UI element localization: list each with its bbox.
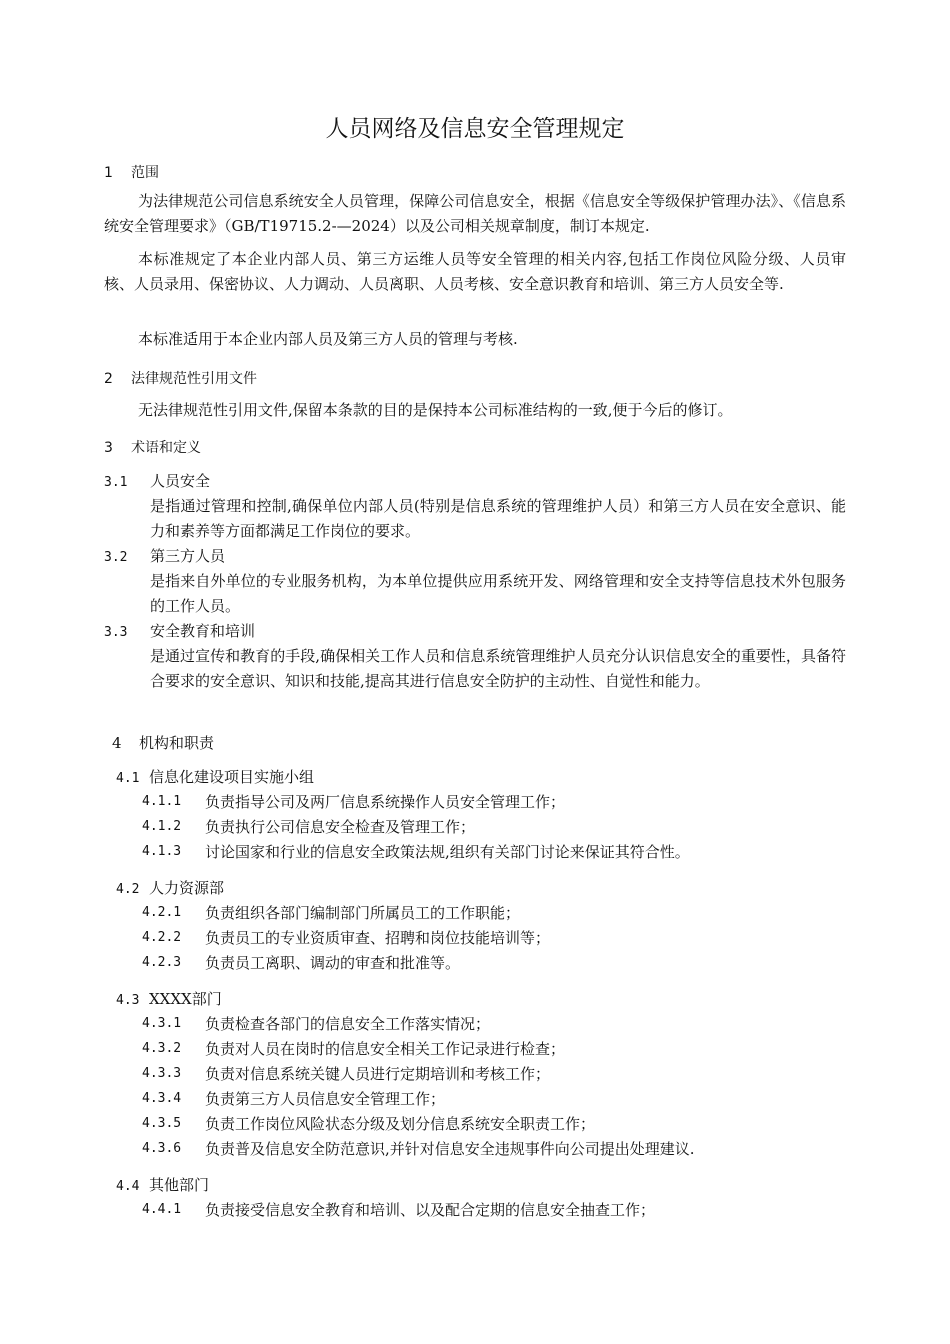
item-number: 4.3.3 <box>142 1066 182 1081</box>
item-number: 4.1.3 <box>142 844 182 859</box>
item-number: 4.1.1 <box>142 794 182 809</box>
item-text: 负责员工的专业资质审查、招聘和岗位技能培训等； <box>205 929 551 947</box>
subsection-4-3-heading <box>116 988 222 1009</box>
section-number: 2 <box>104 371 113 387</box>
section-4-heading <box>112 732 214 753</box>
subsection-number: 4.3 <box>116 993 140 1008</box>
item-text: 负责检查各部门的信息安全工作落实情况； <box>205 1015 491 1033</box>
item-text: 负责指导公司及两厂信息系统操作人员安全管理工作； <box>205 793 566 811</box>
subsection-4-1-heading <box>116 766 314 787</box>
item-text: 负责第三方人员信息安全管理工作； <box>205 1090 446 1108</box>
item-number: 4.3.5 <box>142 1116 182 1131</box>
item-text: 负责执行公司信息安全检查及管理工作； <box>205 818 476 836</box>
subsection-title: XXXX部门 <box>149 990 222 1008</box>
subsection-number: 4.4 <box>116 1179 140 1194</box>
section-title: 范围 <box>131 165 159 181</box>
item-text: 负责对信息系统关键人员进行定期培训和考核工作； <box>205 1065 551 1083</box>
section-number: 4 <box>112 734 122 752</box>
section-1-paragraph-2: 本标准规定了本企业内部人员、第三方运维人员等安全管理的相关内容,包括工作岗位风险分级、人员审核、人员录用、保密协议、人力调动、人员离职、人员考核、安全意识教育和培训、第三方人员安全等. <box>104 250 846 293</box>
section-title: 术语和定义 <box>131 440 201 456</box>
subsection-title: 人力资源部 <box>149 879 225 897</box>
section-3-heading <box>104 437 201 457</box>
item-text: 负责对人员在岗时的信息安全相关工作记录进行检查； <box>205 1040 566 1058</box>
subsection-number: 4.1 <box>116 771 140 786</box>
item-number: 4.3.2 <box>142 1041 182 1056</box>
subsection-title: 信息化建设项目实施小组 <box>149 768 315 786</box>
item-text: 负责接受信息安全教育和培训、以及配合定期的信息安全抽查工作； <box>205 1201 656 1219</box>
item-text: 负责普及信息安全防范意识,并针对信息安全违规事件向公司提出处理建议. <box>205 1140 695 1158</box>
item-text: 负责组织各部门编制部门所属员工的工作职能； <box>205 904 521 922</box>
item-number: 4.3.6 <box>142 1141 182 1156</box>
definition-3-3-heading <box>104 620 255 641</box>
definition-term: 安全教育和培训 <box>150 622 256 640</box>
section-2-paragraph-1: 无法律规范性引用文件,保留本条款的目的是保持本公司标准结构的一致,便于今后的修订。 <box>138 401 733 419</box>
document-title: 人员网络及信息安全管理规定 <box>325 116 625 142</box>
definition-3-2-heading <box>104 545 225 566</box>
subsection-number: 4.2 <box>116 882 140 897</box>
item-text: 讨论国家和行业的信息安全政策法规,组织有关部门讨论来保证其符合性。 <box>205 843 690 861</box>
definition-3-3-text: 是通过宣传和教育的手段,确保相关工作人员和信息系统管理维护人员充分认识信息安全的重要性，具备符合要求的安全意识、知识和技能,提高其进行信息安全防护的主动性、自觉性和能力。 <box>150 647 846 690</box>
section-number: 3 <box>104 440 113 456</box>
item-number: 4.1.2 <box>142 819 182 834</box>
subsection-4-2-heading <box>116 877 224 898</box>
item-number: 4.2.3 <box>142 955 182 970</box>
item-text: 负责工作岗位风险状态分级及划分信息系统安全职责工作； <box>205 1115 596 1133</box>
section-title: 机构和职责 <box>139 734 215 752</box>
section-title: 法律规范性引用文件 <box>131 371 257 387</box>
item-number: 4.2.1 <box>142 905 182 920</box>
definition-term: 第三方人员 <box>150 547 226 565</box>
definition-term: 人员安全 <box>150 472 211 490</box>
definition-3-2-text: 是指来自外单位的专业服务机构，为本单位提供应用系统开发、网络管理和安全支持等信息技术外包服务的工作人员。 <box>150 572 846 615</box>
section-1-heading <box>104 162 159 182</box>
section-2-heading <box>104 368 257 388</box>
item-number: 4.4.1 <box>142 1202 182 1217</box>
definition-number: 3.2 <box>104 550 128 565</box>
definition-3-1-text: 是指通过管理和控制,确保单位内部人员(特别是信息系统的管理维护人员）和第三方人员在安全意识、能力和素养等方面都满足工作岗位的要求。 <box>150 497 846 540</box>
item-number: 4.3.4 <box>142 1091 182 1106</box>
item-number: 4.3.1 <box>142 1016 182 1031</box>
section-1-paragraph-3: 本标准适用于本企业内部人员及第三方人员的管理与考核. <box>138 330 518 348</box>
subsection-4-4-heading <box>116 1174 209 1195</box>
item-number: 4.2.2 <box>142 930 182 945</box>
subsection-title: 其他部门 <box>149 1176 210 1194</box>
section-1-paragraph-1: 为法律规范公司信息系统安全人员管理，保障公司信息安全，根据《信息安全等级保护管理办法》、《信息系统安全管理要求》（GB/T19715.2-—2024）以及公司相关规章制度，制订本规定. <box>104 192 846 235</box>
definition-number: 3.3 <box>104 625 128 640</box>
definition-number: 3.1 <box>104 475 128 490</box>
item-text: 负责员工离职、调动的审查和批准等。 <box>205 954 461 972</box>
section-number: 1 <box>104 165 113 181</box>
definition-3-1-heading <box>104 470 210 491</box>
